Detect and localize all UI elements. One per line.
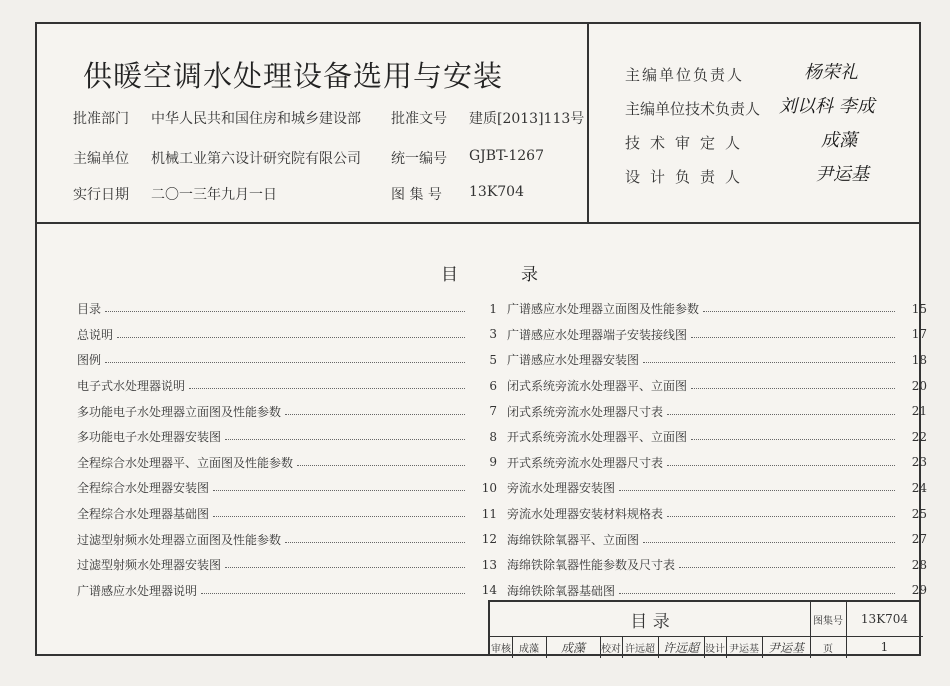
toc-entry[interactable]: 多功能电子水处理器立面图及性能参数 7 <box>77 404 497 419</box>
toc-entry[interactable]: 多功能电子水处理器安装图 8 <box>77 429 497 445</box>
signature-tech-review: 成藻 <box>821 130 857 151</box>
toc-entry[interactable]: 开式系统旁流水处理器平、立面图 22 <box>507 429 927 445</box>
review-signature: 成藻 <box>560 640 585 655</box>
value-atlas-no: 13K704 <box>469 184 524 200</box>
label-approval-dept: 批准部门 <box>73 111 129 127</box>
toc-entry[interactable]: 闭式系统旁流水处理器平、立面图 20 <box>507 378 927 394</box>
value-unified-no: GJBT-1267 <box>469 148 544 164</box>
sheet-title: 目 录 <box>630 611 670 632</box>
toc-title-right: 录 <box>521 265 538 285</box>
role-editor-lead: 主编单位负责人 <box>625 66 745 84</box>
toc-entry[interactable]: 过滤型射频水处理器立面图及性能参数 12 <box>77 532 497 547</box>
value-effective-date: 二〇一三年九月一日 <box>151 187 277 203</box>
header-right <box>589 24 921 222</box>
toc-entry[interactable]: 广谱感应水处理器说明 14 <box>77 583 497 598</box>
check-signature: 许远超 <box>662 640 699 655</box>
toc-left-column <box>77 296 497 603</box>
toc-entry[interactable]: 广谱感应水处理器立面图及性能参数 15 <box>507 301 927 317</box>
design-name: 尹运基 <box>729 643 759 655</box>
label-unified-no: 统一编号 <box>391 151 447 167</box>
toc-entry[interactable]: 海绵铁除氧器基础图 29 <box>507 583 927 598</box>
atlas-value: 13K704 <box>860 612 909 626</box>
signature-editor-lead: 杨荣礼 <box>804 62 858 83</box>
review-name: 成藻 <box>519 643 539 655</box>
design-label: 设计 <box>705 643 725 655</box>
toc-entry[interactable]: 海绵铁除氧器平、立面图 27 <box>507 532 927 547</box>
design-signature: 尹运基 <box>767 640 804 655</box>
label-effective-date: 实行日期 <box>73 187 129 203</box>
title-block <box>488 600 921 656</box>
toc-entry[interactable]: 图例 5 <box>77 352 497 368</box>
toc-entry[interactable]: 广谱感应水处理器安装图 18 <box>507 352 927 368</box>
page-value: 1 <box>880 640 889 654</box>
toc-entry[interactable]: 旁流水处理器安装材料规格表 25 <box>507 506 927 522</box>
toc-entry[interactable]: 旁流水处理器安装图 24 <box>507 480 927 496</box>
toc-entry[interactable]: 总说明 3 <box>77 327 497 342</box>
toc-title-left: 目 <box>441 265 458 285</box>
toc-entry[interactable]: 电子式水处理器说明 6 <box>77 378 497 394</box>
check-label: 校对 <box>601 643 621 655</box>
role-tech-lead: 主编单位技术负责人 <box>625 100 761 118</box>
value-approval-no: 建质[2013]113号 <box>469 111 585 127</box>
toc-entry[interactable]: 广谱感应水处理器端子安装接线图 17 <box>507 327 927 342</box>
toc-entry[interactable]: 过滤型射频水处理器安装图 13 <box>77 557 497 573</box>
signature-design-lead: 尹运基 <box>815 164 869 185</box>
header-block <box>37 24 919 224</box>
toc-entry[interactable]: 海绵铁除氧器性能参数及尺寸表 28 <box>507 557 927 573</box>
toc-entry[interactable]: 全程综合水处理器平、立面图及性能参数 9 <box>77 455 497 470</box>
main-title: 供暖空调水处理设备选用与安装 <box>83 59 504 93</box>
toc-entry[interactable]: 全程综合水处理器安装图 10 <box>77 480 497 496</box>
toc-entry[interactable]: 开式系统旁流水处理器尺寸表 23 <box>507 455 927 470</box>
header-left <box>37 24 589 222</box>
role-design-lead: 设计负责人 <box>625 168 751 186</box>
label-atlas-no: 图 集 号 <box>391 187 442 203</box>
value-approval-dept: 中华人民共和国住房和城乡建设部 <box>151 111 361 127</box>
page-label: 页 <box>823 643 833 655</box>
role-tech-review: 技术审定人 <box>625 134 751 152</box>
toc-right-column <box>507 296 927 603</box>
toc-entry[interactable]: 目录 1 <box>77 301 497 317</box>
drawing-frame <box>35 22 927 656</box>
toc-entry[interactable]: 全程综合水处理器基础图 11 <box>77 506 497 522</box>
atlas-label: 图集号 <box>813 615 843 627</box>
toc-entry[interactable]: 闭式系统旁流水处理器尺寸表 21 <box>507 404 927 419</box>
check-name: 许远超 <box>625 643 655 655</box>
label-approval-no: 批准文号 <box>391 111 447 127</box>
value-editor-unit: 机械工业第六设计研究院有限公司 <box>151 151 361 167</box>
signature-tech-lead: 刘以科 李成 <box>779 96 875 117</box>
review-label: 审核 <box>491 643 511 655</box>
label-editor-unit: 主编单位 <box>73 151 129 167</box>
